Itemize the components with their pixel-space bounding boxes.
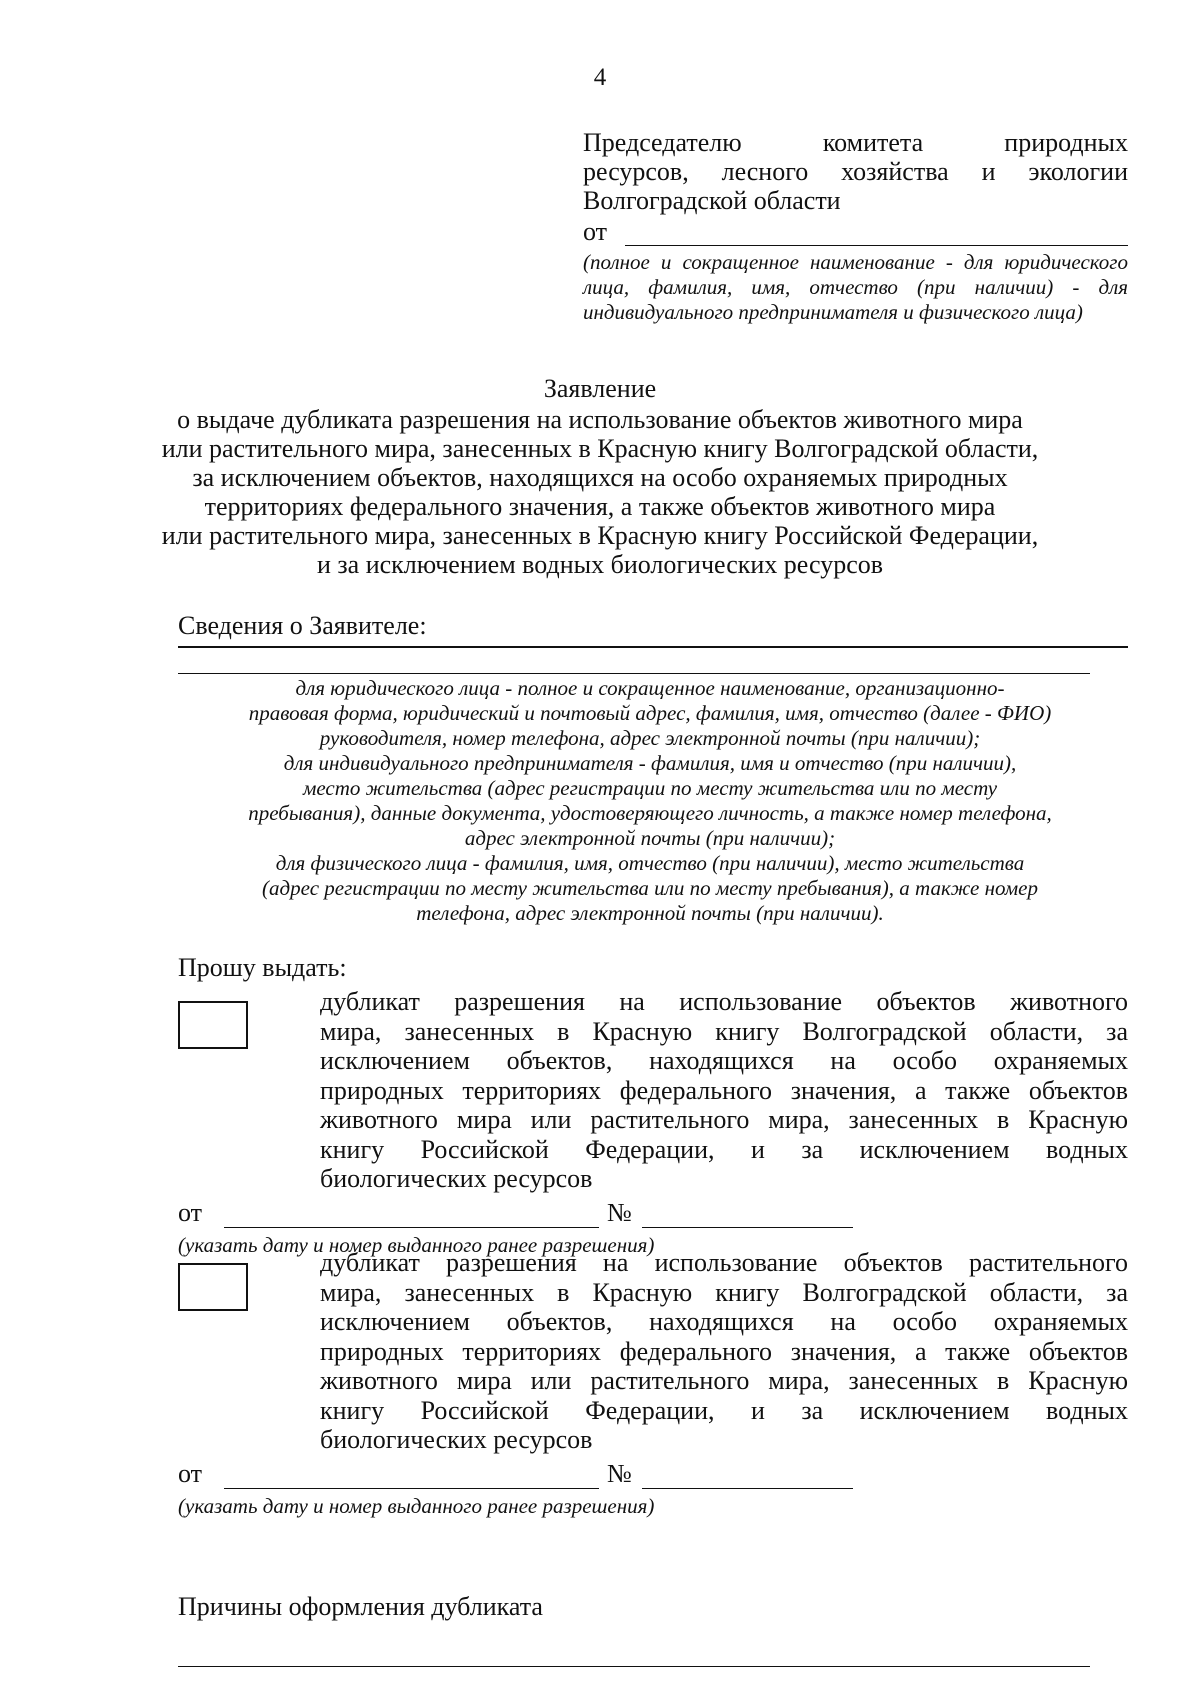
from-row: [583, 217, 1128, 246]
permit-number-field[interactable]: [642, 1466, 853, 1489]
statement-title: Заявление: [543, 374, 657, 403]
plant-duplicate-checkbox[interactable]: [178, 1263, 248, 1311]
applicant-note: [180, 676, 1120, 926]
date-note: (указать дату и номер выданного ранее разрешения): [178, 1494, 655, 1518]
option-line: биологических ресурсов: [320, 1164, 593, 1193]
animal-duplicate-checkbox[interactable]: [178, 1001, 248, 1049]
applicant-note-line: правовая форма, юридический и почтовый адрес, фамилия, имя, отчество (далее - ФИО): [248, 701, 1052, 725]
from-note: (полное и сокращенное наименование - для юридического лица, фамилия, имя, отчество (при наличии) - для индивидуального предпринимателя и физического лица): [583, 250, 1128, 324]
option-line: исключением объектов, находящихся на особо охраняемых: [320, 1046, 1128, 1075]
reasons-field-line[interactable]: [178, 1666, 1090, 1667]
plant-duplicate-text: [320, 1248, 1128, 1455]
option-line: природных территориях федерального значения, а также объектов: [320, 1336, 1128, 1366]
option-line: природных территориях федерального значения, а также объектов: [320, 1075, 1128, 1105]
applicant-note-line: телефона, адрес электронной почты (при наличии).: [416, 901, 884, 925]
date-note: (указать дату и номер выданного ранее разрешения): [178, 1233, 655, 1257]
statement-subtitle-line: территориях федерального значения, а также объектов животного мира: [204, 492, 996, 521]
number-label: №: [607, 1459, 632, 1488]
animal-permit-date-row: [178, 1198, 853, 1228]
statement-subtitle-line: за исключением объектов, находящихся на особо охраняемых природных: [192, 463, 1008, 492]
date-from-label: от: [178, 1459, 203, 1488]
plant-permit-date-row: [178, 1459, 853, 1489]
statement-subtitle-line: о выдаче дубликата разрешения на использование объектов животного мира: [177, 405, 1023, 434]
statement-subtitle-line: или растительного мира, занесенных в Красную книгу Российской Федерации,: [161, 521, 1039, 550]
option-line: мира, занесенных в Красную книгу Волгоградской области, за: [320, 1016, 1128, 1046]
addressee-block: [583, 128, 1128, 325]
statement-heading: [150, 374, 1050, 579]
applicant-underline: [178, 646, 1128, 648]
option-line: мира, занесенных в Красную книгу Волгоградской области, за: [320, 1277, 1128, 1307]
applicant-note-line: для индивидуального предпринимателя - фамилия, имя и отчество (при наличии),: [283, 751, 1017, 775]
option-line: животного мира или растительного мира, занесенных в Красную: [320, 1366, 1128, 1395]
applicant-field-line[interactable]: [178, 673, 1090, 674]
animal-duplicate-text: [320, 987, 1128, 1194]
applicant-note-line: место жительства (адрес регистрации по месту жительства или по месту: [302, 776, 998, 800]
statement-subtitle-line: и за исключением водных биологических ресурсов: [316, 550, 884, 579]
option-line: дубликат разрешения на использование объектов животного: [320, 987, 1128, 1016]
option-line: животного мира или растительного мира, занесенных в Красную: [320, 1105, 1128, 1134]
reasons-label: Причины оформления дубликата: [178, 1592, 543, 1621]
applicant-note-line: (адрес регистрации по месту жительства или по месту пребывания), а также номер: [262, 876, 1038, 900]
permit-date-field[interactable]: [224, 1205, 599, 1228]
option-line: исключением объектов, находящихся на особо охраняемых: [320, 1307, 1128, 1336]
applicant-note-line: пребывания), данные документа, удостоверяющего личность, а также номер телефона,: [248, 801, 1052, 825]
request-label: Прошу выдать:: [178, 953, 347, 982]
permit-number-field[interactable]: [642, 1205, 853, 1228]
option-line: книгу Российской Федерации, и за исключением водных: [320, 1134, 1128, 1164]
from-field[interactable]: [625, 221, 1128, 246]
date-from-label: от: [178, 1198, 203, 1227]
page-number: 4: [593, 64, 607, 91]
option-line: книгу Российской Федерации, и за исключением водных: [320, 1395, 1128, 1425]
applicant-label: Сведения о Заявителе:: [178, 611, 427, 640]
addressee-line: Волгоградской области: [583, 186, 841, 215]
addressee-line: ресурсов, лесного хозяйства и экологии: [583, 157, 1128, 186]
option-line: биологических ресурсов: [320, 1425, 593, 1454]
applicant-note-line: руководителя, номер телефона, адрес электронной почты (при наличии);: [319, 726, 981, 750]
applicant-note-line: адрес электронной почты (при наличии);: [464, 826, 836, 850]
addressee-line: Председателю комитета природных: [583, 128, 1128, 157]
statement-subtitle-line: или растительного мира, занесенных в Красную книгу Волгоградской области,: [161, 434, 1039, 463]
option-line: дубликат разрешения на использование объектов растительного: [320, 1248, 1128, 1277]
permit-date-field[interactable]: [224, 1466, 599, 1489]
applicant-note-line: для юридического лица - полное и сокращенное наименование, организационно-: [295, 676, 1005, 700]
from-label: от: [583, 217, 608, 246]
number-label: №: [607, 1198, 632, 1227]
applicant-note-line: для физического лица - фамилия, имя, отчество (при наличии), место жительства: [275, 851, 1025, 875]
